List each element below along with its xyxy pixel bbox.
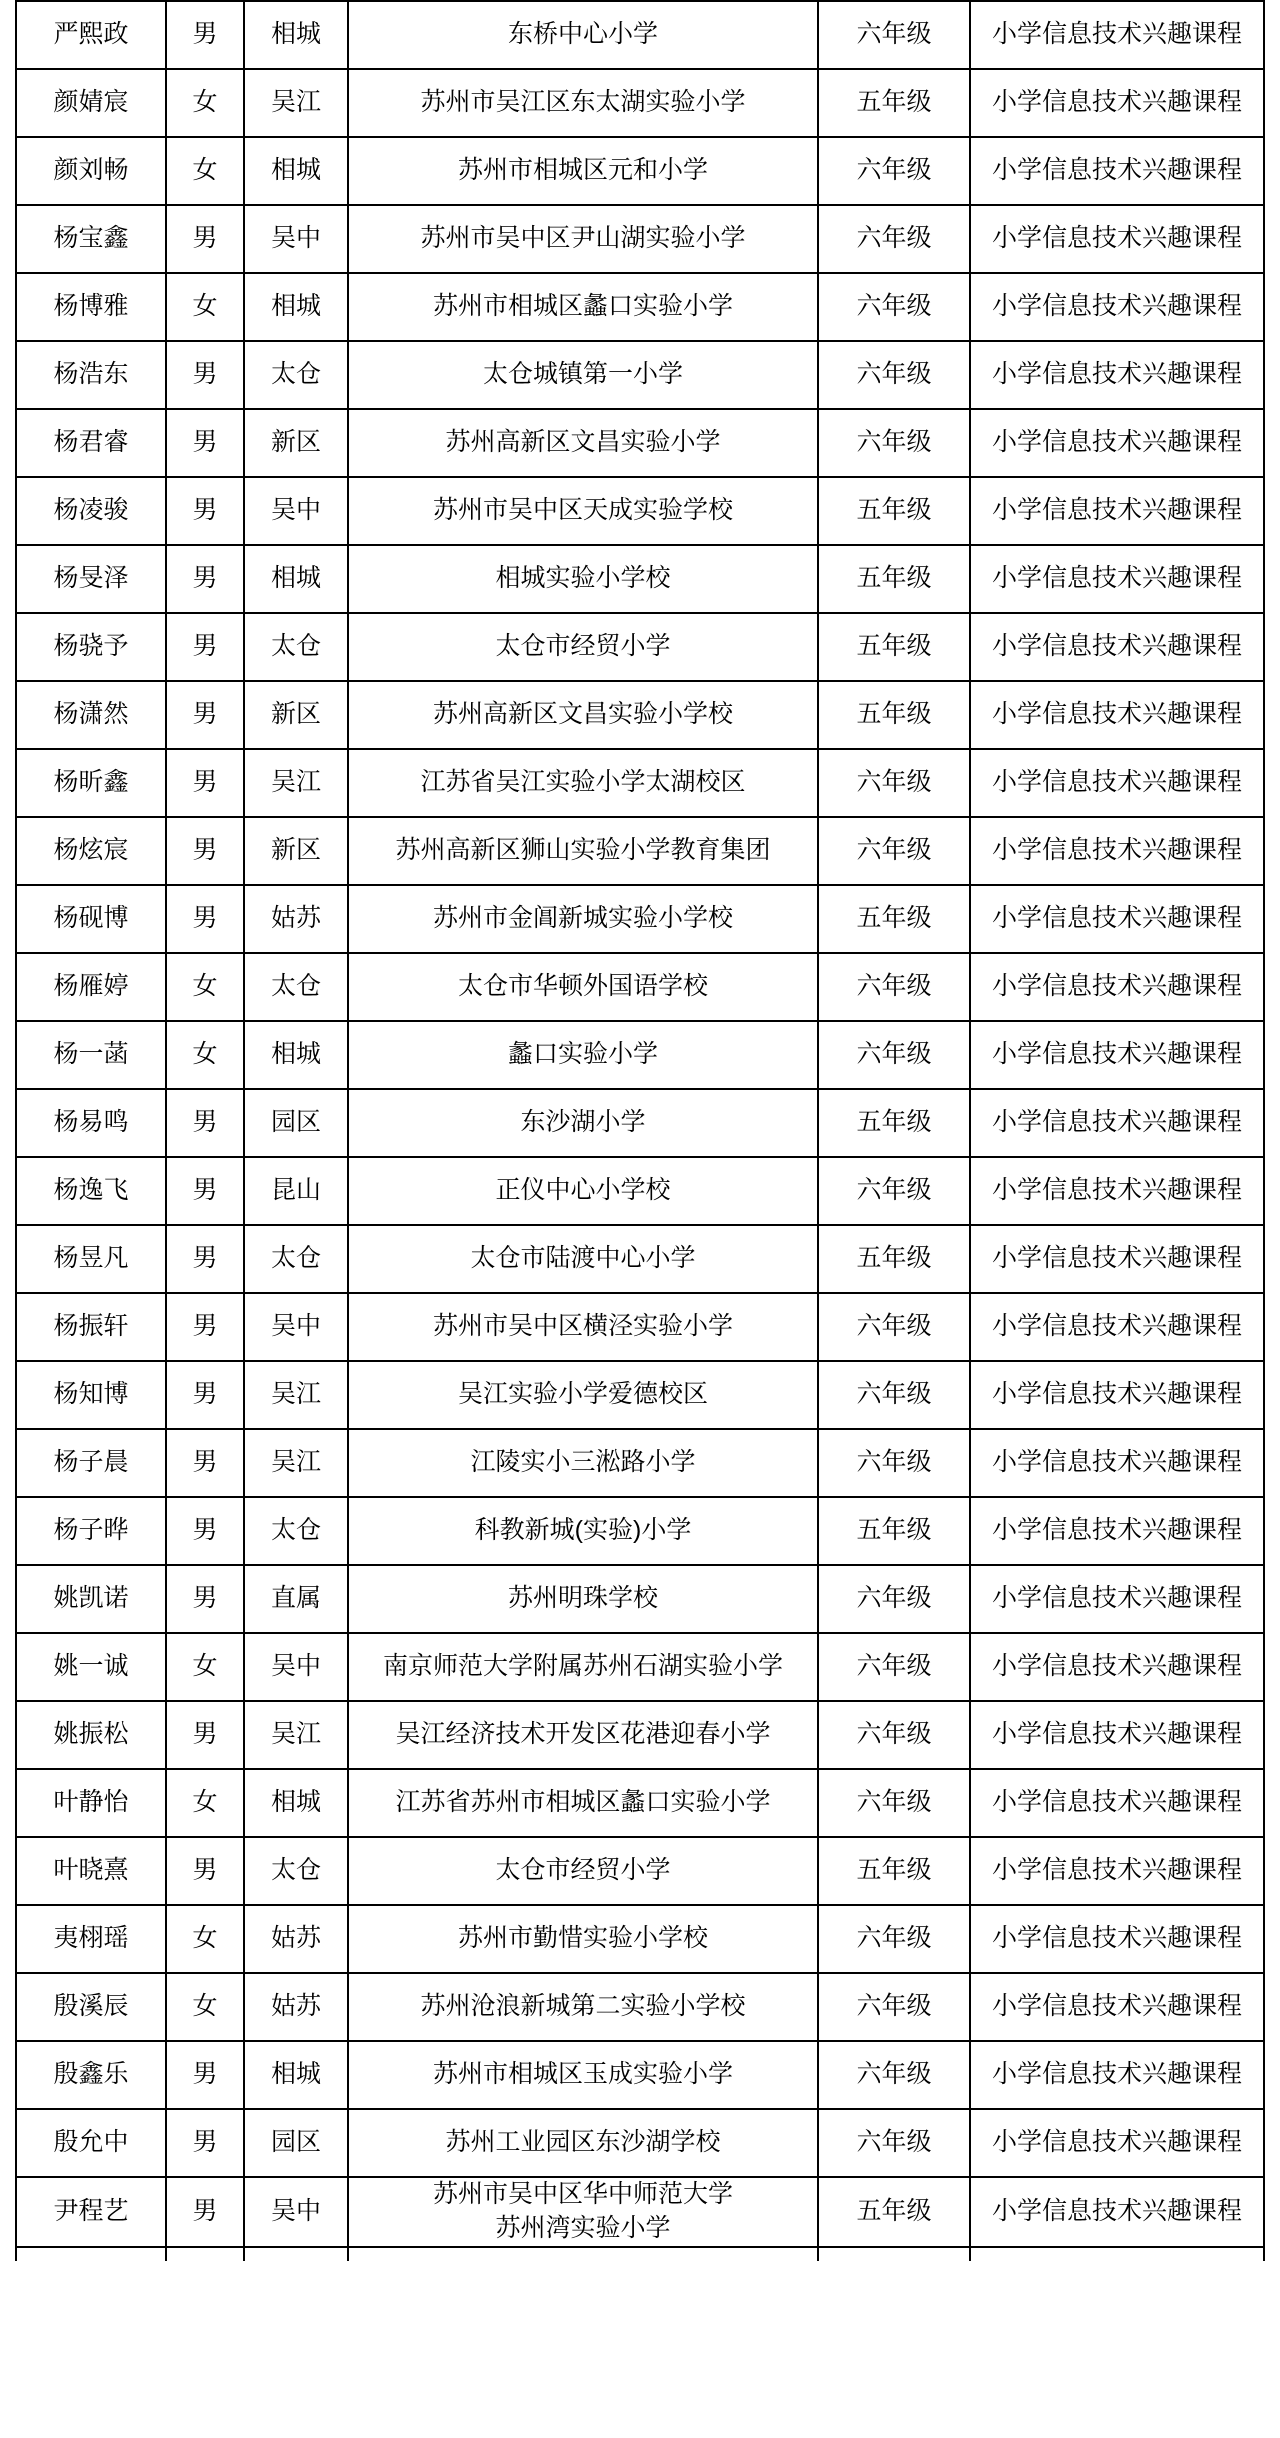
cell-area: 相城 <box>244 1769 348 1837</box>
cell-area: 昆山 <box>244 1157 348 1225</box>
cell-gender: 女 <box>166 1905 244 1973</box>
cell-grade: 六年级 <box>818 1293 970 1361</box>
cell-grade: 五年级 <box>818 1837 970 1905</box>
cell-area: 吴江 <box>244 749 348 817</box>
cell-course: 小学信息技术兴趣课程 <box>970 817 1264 885</box>
cell-school: 苏州高新区文昌实验小学 <box>348 409 818 477</box>
cell-course: 小学信息技术兴趣课程 <box>970 1293 1264 1361</box>
cell-school: 江陵实小三淞路小学 <box>348 1429 818 1497</box>
cell-area: 吴中 <box>244 1293 348 1361</box>
cell-course: 小学信息技术兴趣课程 <box>970 1701 1264 1769</box>
cell-student-name: 颜刘畅 <box>16 137 166 205</box>
table-body <box>16 1 1264 2261</box>
cell-area: 相城 <box>244 545 348 613</box>
table-row <box>16 885 1264 953</box>
cell-gender: 男 <box>166 205 244 273</box>
cell-grade: 六年级 <box>818 953 970 1021</box>
cell-area: 姑苏 <box>244 1973 348 2041</box>
cell-area: 新区 <box>244 681 348 749</box>
cell-school: 苏州市吴中区横泾实验小学 <box>348 1293 818 1361</box>
cell-area: 太仓 <box>244 953 348 1021</box>
cell-school: 苏州市金阊新城实验小学校 <box>348 885 818 953</box>
table-row <box>16 1157 1264 1225</box>
cell-course: 小学信息技术兴趣课程 <box>970 749 1264 817</box>
cell-student-name: 杨昕鑫 <box>16 749 166 817</box>
cell-course: 小学信息技术兴趣课程 <box>970 2041 1264 2109</box>
cell-school: 苏州市吴中区华中师范大学 苏州湾实验小学 <box>348 2177 818 2247</box>
cell-grade: 五年级 <box>818 477 970 545</box>
cell-school: 苏州市相城区玉成实验小学 <box>348 2041 818 2109</box>
cell-grade: 六年级 <box>818 1701 970 1769</box>
cell-area: 相城 <box>244 137 348 205</box>
cell-grade: 六年级 <box>818 817 970 885</box>
table-row <box>16 2109 1264 2177</box>
cell-student-name: 殷鑫乐 <box>16 2041 166 2109</box>
cell-area: 太仓 <box>244 1497 348 1565</box>
cell-student-name: 杨子晔 <box>16 1497 166 1565</box>
cell-student-name: 杨子晨 <box>16 1429 166 1497</box>
cell-course: 小学信息技术兴趣课程 <box>970 1837 1264 1905</box>
cell-area: 吴江 <box>244 1429 348 1497</box>
cell-gender: 男 <box>166 1157 244 1225</box>
cell-student-name: 杨浩东 <box>16 341 166 409</box>
cell-school: 苏州市吴中区天成实验学校 <box>348 477 818 545</box>
cell-school: 苏州沧浪新城第二实验小学校 <box>348 1973 818 2041</box>
cell-course: 小学信息技术兴趣课程 <box>970 1905 1264 1973</box>
cell-grade: 六年级 <box>818 1429 970 1497</box>
cell-course: 小学信息技术兴趣课程 <box>970 69 1264 137</box>
cell-student-name: 杨宝鑫 <box>16 205 166 273</box>
cell-student-name: 杨博雅 <box>16 273 166 341</box>
cell-course: 小学信息技术兴趣课程 <box>970 1089 1264 1157</box>
cell-course: 小学信息技术兴趣课程 <box>970 885 1264 953</box>
cell-grade: 六年级 <box>818 1769 970 1837</box>
cell-course: 小学信息技术兴趣课程 <box>970 409 1264 477</box>
cell-gender: 女 <box>166 1769 244 1837</box>
cell-school: 东桥中心小学 <box>348 1 818 69</box>
cell-area: 吴中 <box>244 477 348 545</box>
table-row <box>16 613 1264 681</box>
cell-school: 南京师范大学附属苏州石湖实验小学 <box>348 1633 818 1701</box>
cell-course: 小学信息技术兴趣课程 <box>970 137 1264 205</box>
cell-student-name: 叶静怡 <box>16 1769 166 1837</box>
cell-gender: 女 <box>166 1633 244 1701</box>
cell-student-name: 杨君睿 <box>16 409 166 477</box>
cell-course: 小学信息技术兴趣课程 <box>970 341 1264 409</box>
cell-gender: 女 <box>166 69 244 137</box>
cell-course: 小学信息技术兴趣课程 <box>970 1973 1264 2041</box>
cell-school: 苏州高新区狮山实验小学教育集团 <box>348 817 818 885</box>
cell-school: 江苏省苏州市相城区蠡口实验小学 <box>348 1769 818 1837</box>
cell-grade: 六年级 <box>818 137 970 205</box>
cell-course: 小学信息技术兴趣课程 <box>970 1769 1264 1837</box>
cell-school: 蠡口实验小学 <box>348 1021 818 1089</box>
cell-student-name: 杨旻泽 <box>16 545 166 613</box>
cell-student-name: 叶晓熹 <box>16 1837 166 1905</box>
cell-area: 太仓 <box>244 1837 348 1905</box>
cell-grade: 五年级 <box>818 69 970 137</box>
cell-student-name: 姚一诚 <box>16 1633 166 1701</box>
cell-area: 相城 <box>244 273 348 341</box>
cell-grade: 六年级 <box>818 2109 970 2177</box>
cell-grade: 六年级 <box>818 205 970 273</box>
cell-school: 苏州工业园区东沙湖学校 <box>348 2109 818 2177</box>
cell-school: 苏州市勤惜实验小学校 <box>348 1905 818 1973</box>
cell-grade: 六年级 <box>818 749 970 817</box>
cell-gender: 男 <box>166 2041 244 2109</box>
table-row <box>16 1021 1264 1089</box>
cell-student-name: 姚凯诺 <box>16 1565 166 1633</box>
cell-area: 吴中 <box>244 205 348 273</box>
cell-gender: 女 <box>166 1021 244 1089</box>
cell-student-name: 严熙政 <box>16 1 166 69</box>
table-row <box>16 545 1264 613</box>
cell-school: 苏州高新区文昌实验小学校 <box>348 681 818 749</box>
cell-gender: 男 <box>166 2109 244 2177</box>
cell-area: 吴中 <box>244 1633 348 1701</box>
cell-course: 小学信息技术兴趣课程 <box>970 477 1264 545</box>
cell-gender: 男 <box>166 817 244 885</box>
cell-school: 吴江经济技术开发区花港迎春小学 <box>348 1701 818 1769</box>
cell-gender: 男 <box>166 1565 244 1633</box>
cell-area: 太仓 <box>244 341 348 409</box>
cell-gender: 男 <box>166 885 244 953</box>
cell-gender: 男 <box>166 1837 244 1905</box>
cell-gender: 女 <box>166 1973 244 2041</box>
cell-course: 小学信息技术兴趣课程 <box>970 273 1264 341</box>
cell-gender: 男 <box>166 1225 244 1293</box>
cell-gender: 男 <box>166 613 244 681</box>
cell-gender: 女 <box>166 137 244 205</box>
cell-course: 小学信息技术兴趣课程 <box>970 1021 1264 1089</box>
table-row <box>16 1769 1264 1837</box>
cell-course: 小学信息技术兴趣课程 <box>970 1497 1264 1565</box>
cell-course: 小学信息技术兴趣课程 <box>970 205 1264 273</box>
cell-gender: 男 <box>166 1701 244 1769</box>
cell-student-name: 杨一菡 <box>16 1021 166 1089</box>
table-row <box>16 409 1264 477</box>
cell-student-name: 殷允中 <box>16 2109 166 2177</box>
cell-grade: 六年级 <box>818 1021 970 1089</box>
cell-grade: 六年级 <box>818 1633 970 1701</box>
cell-student-name: 姚振松 <box>16 1701 166 1769</box>
cell-grade: 六年级 <box>818 1973 970 2041</box>
cell-grade: 六年级 <box>818 1 970 69</box>
table-row <box>16 1225 1264 1293</box>
cell-school: 苏州市吴中区尹山湖实验小学 <box>348 205 818 273</box>
cell-grade: 五年级 <box>818 681 970 749</box>
cell-area: 新区 <box>244 409 348 477</box>
table-row <box>16 1701 1264 1769</box>
cell-student-name: 杨骁予 <box>16 613 166 681</box>
table-row <box>16 273 1264 341</box>
table-row <box>16 137 1264 205</box>
cell-school: 相城实验小学校 <box>348 545 818 613</box>
student-roster-table <box>15 0 1265 2261</box>
cell-gender: 男 <box>166 1089 244 1157</box>
cell-grade: 五年级 <box>818 613 970 681</box>
cell-school: 江苏省吴江实验小学太湖校区 <box>348 749 818 817</box>
cell-area: 相城 <box>244 1 348 69</box>
table-row <box>16 205 1264 273</box>
cell-grade: 六年级 <box>818 273 970 341</box>
cell-gender: 男 <box>166 1497 244 1565</box>
cell-course: 小学信息技术兴趣课程 <box>970 1565 1264 1633</box>
cell-area: 太仓 <box>244 1225 348 1293</box>
cell-gender: 男 <box>166 681 244 749</box>
cell-area: 直属 <box>244 1565 348 1633</box>
cell-school: 苏州市相城区元和小学 <box>348 137 818 205</box>
cell-course: 小学信息技术兴趣课程 <box>970 2177 1264 2247</box>
cell-school: 科教新城(实验)小学 <box>348 1497 818 1565</box>
cell-area: 相城 <box>244 1021 348 1089</box>
cell-gender: 男 <box>166 1293 244 1361</box>
cell-school: 苏州市吴江区东太湖实验小学 <box>348 69 818 137</box>
table-row <box>16 1837 1264 1905</box>
cell-area: 新区 <box>244 817 348 885</box>
cell-course: 小学信息技术兴趣课程 <box>970 1633 1264 1701</box>
cell-school: 太仓城镇第一小学 <box>348 341 818 409</box>
table-row <box>16 1633 1264 1701</box>
cell-clipped <box>16 2247 166 2261</box>
cell-student-name: 杨潇然 <box>16 681 166 749</box>
cell-grade: 六年级 <box>818 1565 970 1633</box>
cell-grade: 五年级 <box>818 2177 970 2247</box>
cell-student-name: 颜婧宸 <box>16 69 166 137</box>
cell-course: 小学信息技术兴趣课程 <box>970 1225 1264 1293</box>
cell-gender: 女 <box>166 953 244 1021</box>
cell-grade: 六年级 <box>818 341 970 409</box>
cell-grade: 五年级 <box>818 1225 970 1293</box>
table-row <box>16 1973 1264 2041</box>
cell-grade: 六年级 <box>818 1157 970 1225</box>
cell-course: 小学信息技术兴趣课程 <box>970 1157 1264 1225</box>
cell-student-name: 杨凌骏 <box>16 477 166 545</box>
cell-area: 吴江 <box>244 69 348 137</box>
cell-course: 小学信息技术兴趣课程 <box>970 1 1264 69</box>
cell-course: 小学信息技术兴趣课程 <box>970 681 1264 749</box>
table-row <box>16 817 1264 885</box>
cell-grade: 五年级 <box>818 545 970 613</box>
cell-area: 姑苏 <box>244 885 348 953</box>
table-row <box>16 681 1264 749</box>
table-row <box>16 1 1264 69</box>
cell-school: 苏州市相城区蠡口实验小学 <box>348 273 818 341</box>
table-row <box>16 1565 1264 1633</box>
cell-grade: 五年级 <box>818 1089 970 1157</box>
table-row <box>16 1089 1264 1157</box>
cell-school: 太仓市华顿外国语学校 <box>348 953 818 1021</box>
cell-gender: 男 <box>166 477 244 545</box>
cell-student-name: 杨易鸣 <box>16 1089 166 1157</box>
cell-course: 小学信息技术兴趣课程 <box>970 545 1264 613</box>
cell-clipped <box>166 2247 244 2261</box>
cell-student-name: 杨昱凡 <box>16 1225 166 1293</box>
cell-course: 小学信息技术兴趣课程 <box>970 953 1264 1021</box>
table-row <box>16 2177 1264 2247</box>
cell-course: 小学信息技术兴趣课程 <box>970 1429 1264 1497</box>
cell-school: 太仓市经贸小学 <box>348 613 818 681</box>
cell-gender: 男 <box>166 1361 244 1429</box>
table-row <box>16 2247 1264 2261</box>
cell-course: 小学信息技术兴趣课程 <box>970 2109 1264 2177</box>
cell-student-name: 殷溪辰 <box>16 1973 166 2041</box>
table-row <box>16 1361 1264 1429</box>
cell-grade: 六年级 <box>818 1905 970 1973</box>
cell-clipped <box>348 2247 818 2261</box>
cell-school: 吴江实验小学爱德校区 <box>348 1361 818 1429</box>
table-row <box>16 341 1264 409</box>
cell-grade: 五年级 <box>818 1497 970 1565</box>
cell-school: 正仪中心小学校 <box>348 1157 818 1225</box>
cell-area: 园区 <box>244 1089 348 1157</box>
cell-gender: 男 <box>166 749 244 817</box>
cell-course: 小学信息技术兴趣课程 <box>970 1361 1264 1429</box>
table-row <box>16 69 1264 137</box>
cell-area: 园区 <box>244 2109 348 2177</box>
cell-student-name: 杨知博 <box>16 1361 166 1429</box>
cell-area: 吴江 <box>244 1361 348 1429</box>
cell-grade: 六年级 <box>818 409 970 477</box>
cell-gender: 男 <box>166 1429 244 1497</box>
table-row <box>16 1905 1264 1973</box>
cell-course: 小学信息技术兴趣课程 <box>970 613 1264 681</box>
table-row <box>16 749 1264 817</box>
cell-area: 相城 <box>244 2041 348 2109</box>
cell-clipped <box>244 2247 348 2261</box>
cell-school: 东沙湖小学 <box>348 1089 818 1157</box>
cell-school: 太仓市陆渡中心小学 <box>348 1225 818 1293</box>
table-row <box>16 1293 1264 1361</box>
cell-student-name: 夷栩瑶 <box>16 1905 166 1973</box>
cell-student-name: 杨逸飞 <box>16 1157 166 1225</box>
cell-grade: 五年级 <box>818 885 970 953</box>
table-row <box>16 477 1264 545</box>
cell-school: 太仓市经贸小学 <box>348 1837 818 1905</box>
cell-area: 吴中 <box>244 2177 348 2247</box>
table-row <box>16 1497 1264 1565</box>
cell-student-name: 杨炫宸 <box>16 817 166 885</box>
cell-area: 姑苏 <box>244 1905 348 1973</box>
cell-gender: 男 <box>166 2177 244 2247</box>
table-row <box>16 2041 1264 2109</box>
table-row <box>16 1429 1264 1497</box>
cell-student-name: 尹程艺 <box>16 2177 166 2247</box>
table-row <box>16 953 1264 1021</box>
cell-gender: 女 <box>166 273 244 341</box>
cell-student-name: 杨雁婷 <box>16 953 166 1021</box>
cell-student-name: 杨振轩 <box>16 1293 166 1361</box>
cell-clipped <box>970 2247 1264 2261</box>
cell-grade: 六年级 <box>818 1361 970 1429</box>
cell-area: 吴江 <box>244 1701 348 1769</box>
cell-clipped <box>818 2247 970 2261</box>
cell-school: 苏州明珠学校 <box>348 1565 818 1633</box>
cell-area: 太仓 <box>244 613 348 681</box>
cell-gender: 男 <box>166 341 244 409</box>
cell-gender: 男 <box>166 1 244 69</box>
cell-student-name: 杨砚博 <box>16 885 166 953</box>
cell-grade: 六年级 <box>818 2041 970 2109</box>
cell-gender: 男 <box>166 409 244 477</box>
cell-gender: 男 <box>166 545 244 613</box>
